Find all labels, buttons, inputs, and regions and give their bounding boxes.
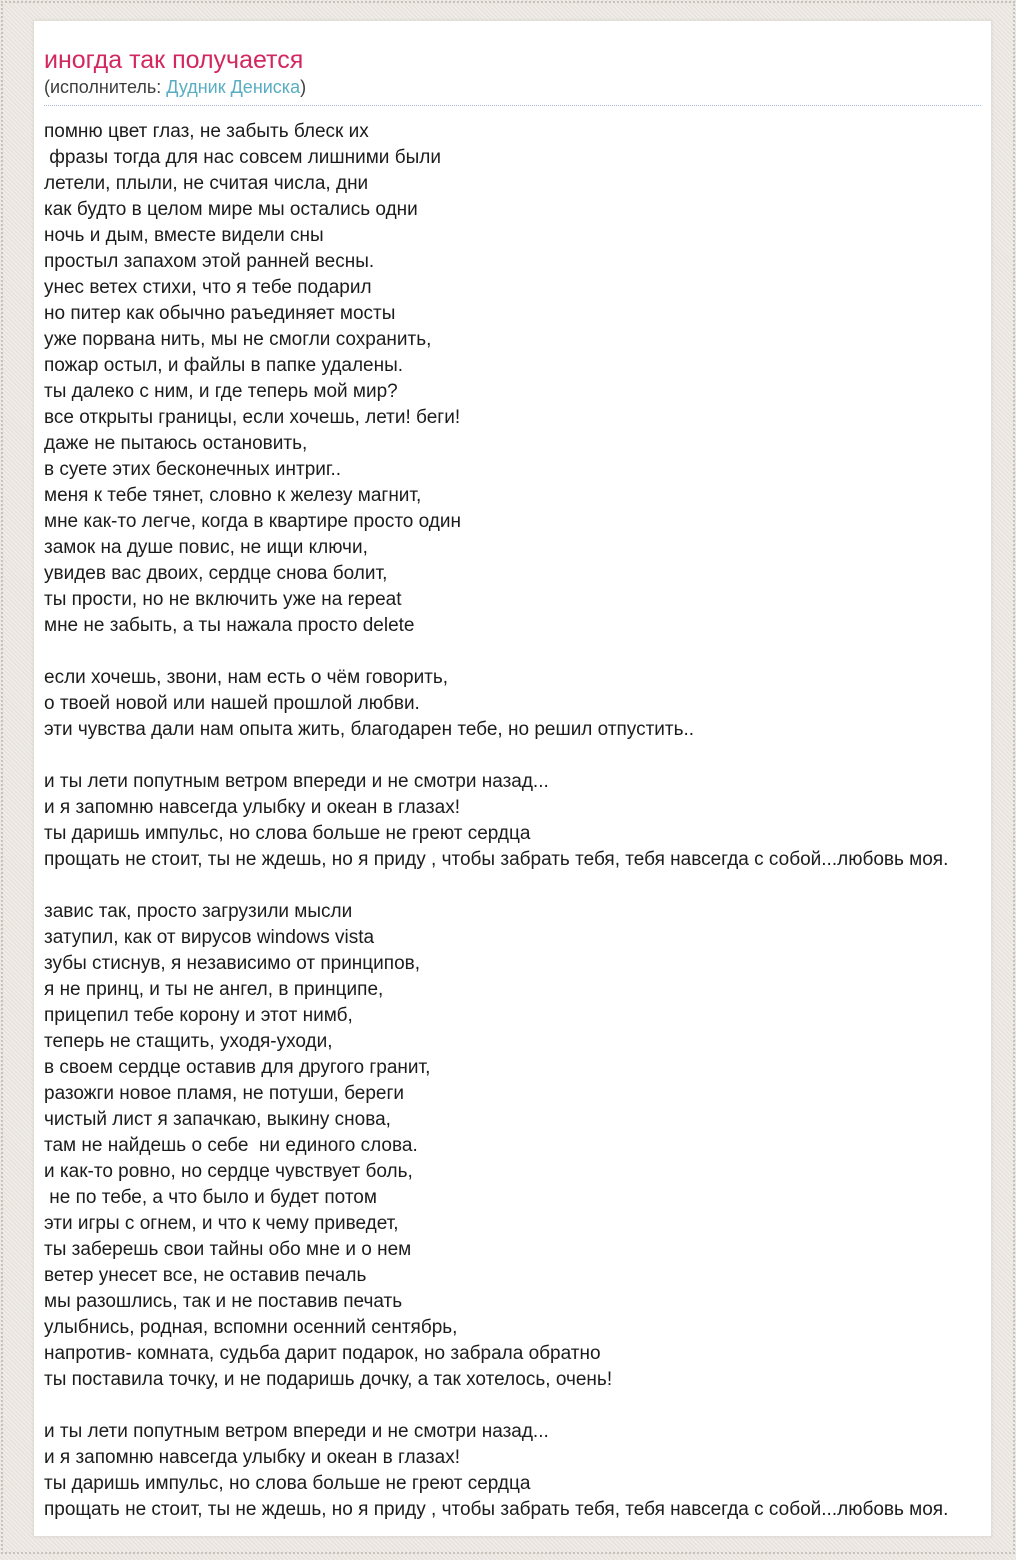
lyric-line: в своем сердце оставив для другого гранит, [44, 1057, 431, 1079]
lyric-blank-line [44, 743, 981, 769]
lyric-line: простыл запахом этой ранней весны. [44, 251, 375, 273]
lyric-line: ты заберешь свои тайны обо мне и о нем [44, 1239, 412, 1261]
subtitle-prefix: (исполнитель: [44, 77, 167, 98]
lyric-line: даже не пытаюсь остановить, [44, 433, 308, 455]
lyric-line: о твоей новой или нашей прошлой любви. [44, 693, 420, 715]
lyric-line: чистый лист я запачкаю, выкину снова, [44, 1109, 391, 1131]
lyric-line: зубы стиснув, я независимо от принципов, [44, 953, 421, 975]
lyric-line: ты даришь импульс, но слова больше не греют сердца [44, 823, 531, 845]
lyric-line: не по тебе, а что было и будет потом [44, 1187, 377, 1209]
lyric-line: ветер унесет все, не оставив печаль [44, 1265, 367, 1287]
lyric-line: и я запомню навсегда улыбку и океан в глазах! [44, 797, 460, 819]
lyric-line: эти чувства дали нам опыта жить, благодарен тебе, но решил отпустить.. [44, 719, 695, 741]
lyric-blank-line [44, 1393, 981, 1419]
lyric-line: помню цвет глаз, не забыть блеск их [44, 121, 369, 143]
lyric-line: как будто в целом мире мы остались одни [44, 199, 418, 221]
lyric-line: мы разошлись, так и не поставив печать [44, 1291, 403, 1313]
lyric-line: там не найдешь о себе ни единого слова. [44, 1135, 418, 1157]
lyric-line: ночь и дым, вместе видели сны [44, 225, 324, 247]
lyric-line: все открыты границы, если хочешь, лети! беги! [44, 407, 461, 429]
lyric-line: пожар остыл, и файлы в папке удалены. [44, 355, 404, 377]
lyric-line: прощать не стоит, ты не ждешь, но я приду , чтобы забрать тебя, тебя навсегда с собой...любовь моя. [44, 1499, 949, 1521]
lyric-line: увидев вас двоих, сердце снова болит, [44, 563, 388, 585]
lyric-line: и ты лети попутным ветром впереди и не смотри назад... [44, 1421, 549, 1443]
lyric-line: мне не забыть, а ты нажала просто delete [44, 615, 415, 637]
lyric-line: я не принц, и ты не ангел, в принципе, [44, 979, 384, 1001]
lyric-line: замок на душе повис, не ищи ключи, [44, 537, 368, 559]
lyric-line: и ты лети попутным ветром впереди и не смотри назад... [44, 771, 549, 793]
lyric-line: ты даришь импульс, но слова больше не греют сердца [44, 1473, 531, 1495]
lyrics-card [33, 20, 992, 1537]
subtitle-suffix: ) [300, 77, 307, 98]
artist-link[interactable]: Дудник Дениска [166, 77, 301, 98]
lyric-blank-line [44, 639, 981, 665]
song-title: иногда так получается [44, 46, 304, 74]
lyric-line: уже порвана нить, мы не смогли сохранить, [44, 329, 432, 351]
lyric-line: прощать не стоит, ты не ждешь, но я приду , чтобы забрать тебя, тебя навсегда с собой...любовь моя. [44, 849, 949, 871]
lyric-line: и как-то ровно, но сердце чувствует боль, [44, 1161, 413, 1183]
lyric-line: если хочешь, звони, нам есть о чём говорить, [44, 667, 449, 689]
lyric-line: мне как-то легче, когда в квартире просто один [44, 511, 461, 533]
lyric-line: унес ветех стихи, что я тебе подарил [44, 277, 372, 299]
lyric-line: напротив- комната, судьба дарит подарок, но забрала обратно [44, 1343, 601, 1365]
artist-subtitle [44, 78, 981, 106]
lyric-line: ты далеко с ним, и где теперь мой мир? [44, 381, 398, 403]
lyric-line: ты поставила точку, и не подаришь дочку, а так хотелось, очень! [44, 1369, 613, 1391]
lyric-line: фразы тогда для нас совсем лишними были [44, 147, 441, 169]
lyrics-text [44, 119, 981, 1523]
lyric-line: эти игры с огнем, и что к чему приведет, [44, 1213, 399, 1235]
lyric-line: разожги новое пламя, не потуши, береги [44, 1083, 405, 1105]
lyric-line: завис так, просто загрузили мысли [44, 901, 353, 923]
lyric-line: улыбнись, родная, вспомни осенний сентябрь, [44, 1317, 458, 1339]
card-content [34, 21, 991, 1523]
lyric-line: теперь не стащить, уходя-уходи, [44, 1031, 333, 1053]
lyric-line: меня к тебе тянет, словно к железу магнит, [44, 485, 422, 507]
lyric-line: затупил, как от вирусов windows vista [44, 927, 375, 949]
lyric-line: в суете этих бесконечных интриг.. [44, 459, 342, 481]
lyric-line: ты прости, но не включить уже на repeat [44, 589, 402, 611]
lyric-line: но питер как обычно раъединяет мосты [44, 303, 396, 325]
lyric-blank-line [44, 873, 981, 899]
lyric-line: летели, плыли, не считая числа, дни [44, 173, 369, 195]
lyric-line: и я запомню навсегда улыбку и океан в глазах! [44, 1447, 460, 1469]
lyric-line: прицепил тебе корону и этот нимб, [44, 1005, 353, 1027]
